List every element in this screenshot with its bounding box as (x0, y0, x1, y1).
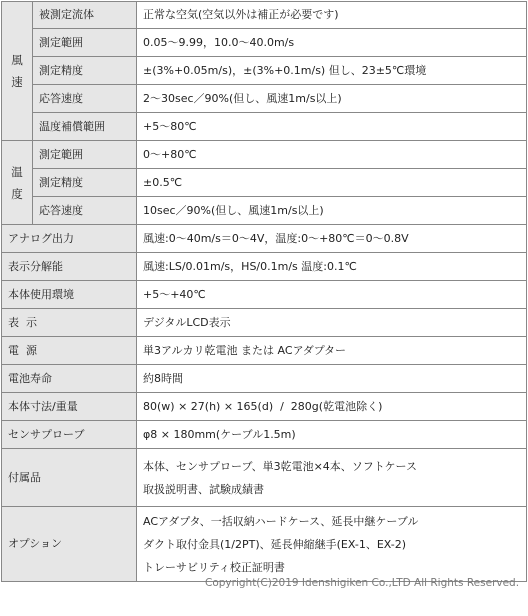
option-line: トレーサビリティ校正証明書 (143, 560, 285, 574)
spec-label: 測定範囲 (33, 29, 137, 57)
spec-label: 測定精度 (33, 57, 137, 85)
spec-row (2, 421, 527, 449)
wind-group-label-char: 速 (11, 75, 23, 89)
copyright-watermark: Copyright(C)2019 Idenshigiken Co.,LTD All Rights Reserved. (205, 577, 520, 589)
spec-row (2, 225, 527, 253)
spec-value: 10sec／90%(但し、風速1m/s以上) (137, 197, 527, 225)
spec-label: 本体寸法/重量 (2, 393, 137, 421)
spec-label: 表 示 (2, 309, 137, 337)
spec-value: 80(w) × 27(h) × 165(d) / 280g(乾電池除く) (137, 393, 527, 421)
spec-label: 被測定流体 (33, 2, 137, 29)
option-line: ダクト取付金具(1/2PT)、延長伸縮継手(EX-1、EX-2) (143, 537, 407, 551)
spec-label: 電池寿命 (2, 365, 137, 393)
spec-row (2, 197, 527, 225)
spec-label: 応答速度 (33, 85, 137, 113)
spec-label: 測定範囲 (33, 141, 137, 169)
spec-label: センサプローブ (2, 421, 137, 449)
spec-label: オプション (2, 507, 137, 582)
spec-row (2, 393, 527, 421)
spec-value: ±0.5℃ (137, 169, 527, 197)
spec-value-options (137, 507, 527, 582)
spec-value: ±(3%+0.05m/s)，±(3%+0.1m/s) 但し、23±5℃環境 (137, 57, 527, 85)
accessory-line: 本体、センサプローブ、単3乾電池×4本、ソフトケース (143, 459, 418, 473)
spec-label: アナログ出力 (2, 225, 137, 253)
temp-group-label-char: 温 (11, 164, 23, 179)
spec-row (2, 29, 527, 57)
spec-row (2, 281, 527, 309)
wind-group-label (2, 2, 33, 141)
spec-row-options (2, 507, 527, 582)
spec-table (1, 1, 527, 582)
temp-group-label-char: 度 (11, 186, 23, 201)
spec-row-accessories (2, 449, 527, 507)
option-line: ACアダプタ、一括収納ハードケース、延長中継ケーブル (143, 514, 419, 528)
spec-value: 単3アルカリ乾電池 または ACアダプター (137, 337, 527, 365)
spec-row (2, 169, 527, 197)
temp-group-label (2, 141, 33, 225)
spec-row (2, 57, 527, 85)
spec-value: 風速:0〜40m/s＝0〜4V，温度:0〜+80℃＝0〜0.8V (137, 225, 527, 253)
spec-value: 0〜+80℃ (137, 141, 527, 169)
spec-label: 電 源 (2, 337, 137, 365)
spec-value: +5〜+40℃ (137, 281, 527, 309)
accessory-line: 取扱説明書、試験成績書 (143, 482, 264, 496)
spec-value: φ8 × 180mm(ケーブル1.5m) (137, 421, 527, 449)
spec-row (2, 141, 527, 169)
spec-value: 約8時間 (137, 365, 527, 393)
spec-value: +5〜80℃ (137, 113, 527, 141)
spec-row (2, 113, 527, 141)
spec-label: 本体使用環境 (2, 281, 137, 309)
spec-label: 表示分解能 (2, 253, 137, 281)
spec-label: 温度補償範囲 (33, 113, 137, 141)
spec-row (2, 365, 527, 393)
wind-group-label-char: 風 (11, 53, 23, 67)
spec-value: デジタルLCD表示 (137, 309, 527, 337)
spec-row (2, 337, 527, 365)
spec-label: 測定精度 (33, 169, 137, 197)
spec-label: 付属品 (2, 449, 137, 507)
spec-value: 正常な空気(空気以外は補正が必要です) (137, 2, 527, 29)
spec-label: 応答速度 (33, 197, 137, 225)
spec-value-accessories (137, 449, 527, 507)
spec-value: 0.05〜9.99，10.0〜40.0m/s (137, 29, 527, 57)
spec-row (2, 253, 527, 281)
spec-row (2, 309, 527, 337)
spec-value: 2〜30sec／90%(但し、風速1m/s以上) (137, 85, 527, 113)
spec-value: 風速:LS/0.01m/s，HS/0.1m/s 温度:0.1℃ (137, 253, 527, 281)
spec-row (2, 2, 527, 29)
spec-row (2, 85, 527, 113)
